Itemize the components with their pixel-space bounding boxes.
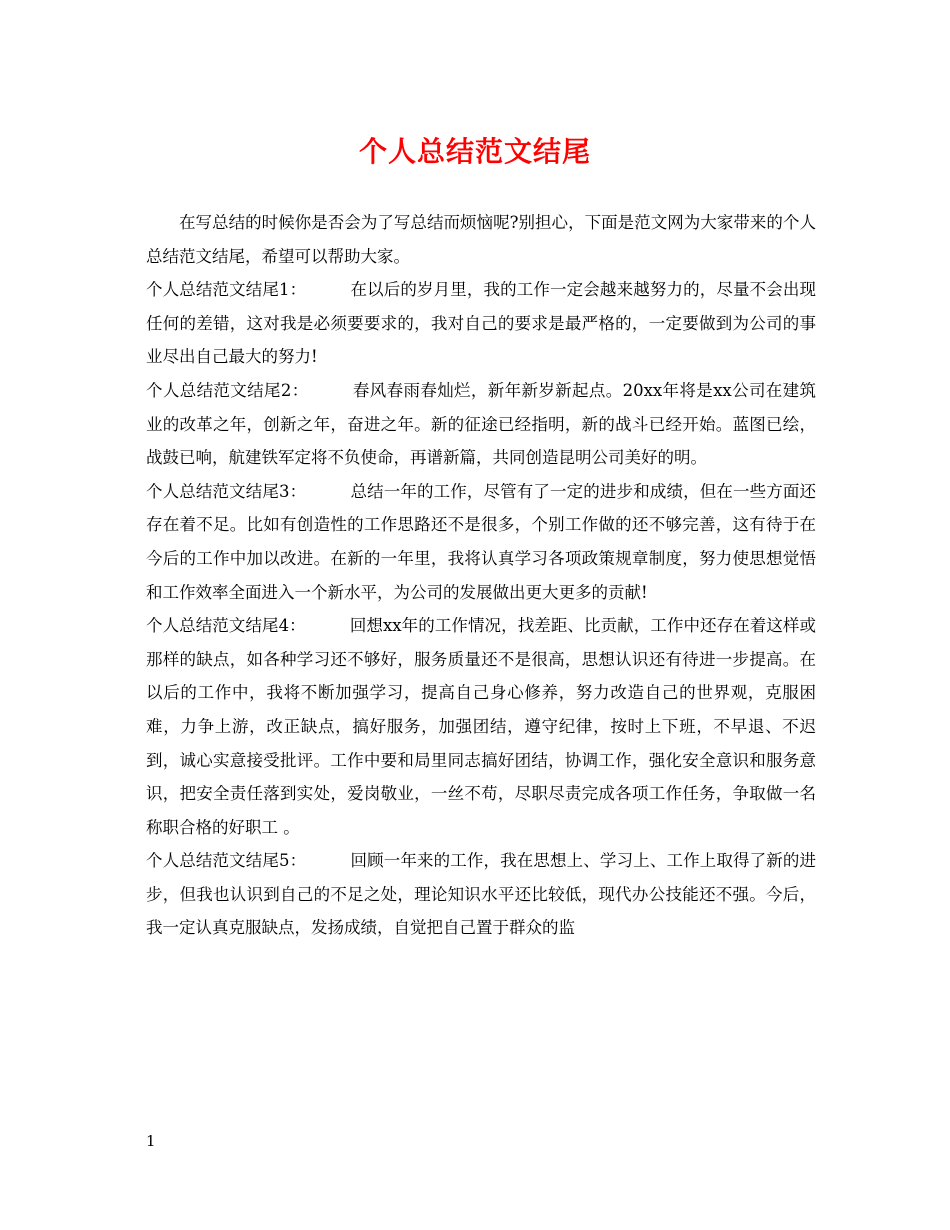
section-label: 个人总结范文结尾1： <box>146 280 307 300</box>
page-number: 1 <box>146 1132 156 1150</box>
section-text: 在以后的岁月里，我的工作一定会越来越努力的，尽量不会出现任何的差错，这对我是必须要要求的，我对自己的要求是最严格的，一定要做到为公司的事业尽出自己最大的努力! <box>146 280 817 367</box>
section-paragraph-2 <box>146 374 816 475</box>
intro-paragraph: 在写总结的时候你是否会为了写总结而烦恼呢?别担心，下面是范文网为大家带来的个人总结范文结尾，希望可以帮助大家。 <box>146 213 816 266</box>
section-paragraph-5 <box>146 844 816 945</box>
document-title: 个人总结范文结尾 <box>358 135 591 168</box>
section-label: 个人总结范文结尾3： <box>146 481 307 501</box>
section-paragraph-3 <box>146 475 816 609</box>
section-label: 个人总结范文结尾5： <box>146 851 307 871</box>
section-text: 回顾一年来的工作，我在思想上、学习上、工作上取得了新的进步，但我也认识到自己的不足之处，理论知识水平还比较低，现代办公技能还不强。今后，我一定认真克服缺点，发扬成绩，自觉把自己置于群众的监 <box>146 851 817 938</box>
document-body <box>146 206 816 945</box>
section-paragraph-1 <box>146 273 816 374</box>
section-text: 回想xx年的工作情况，找差距、比贡献，工作中还存在着这样或那样的缺点，如各种学习还不够好，服务质量还不是很高，思想认识还有待进一步提高。在以后的工作中，我将不断加强学习，提高自己身心修养，努力改造自己的世界观，克服困难，力争上游，改正缺点，搞好服务，加强团结，遵守纪律，按时上下班，不早退、不迟到，诚心实意接受批评。工作中要和局里同志搞好团结，协调工作，强化安全意识和服务意识，把安全责任落到实处，爱岗敬业，一丝不苟，尽职尽责完成各项工作任务，争取做一名称职合格的好职工 。 <box>146 616 816 837</box>
section-label: 个人总结范文结尾2： <box>146 380 309 400</box>
section-text: 总结一年的工作，尽管有了一定的进步和成绩，但在一些方面还存在着不足。比如有创造性的工作思路还不是很多，个别工作做的还不够完善，这有待于在今后的工作中加以改进。在新的一年里，我将认真学习各项政策规章制度，努力使思想觉悟和工作效率全面进入一个新水平，为公司的发展做出更大更多的贡献! <box>146 481 817 602</box>
section-label: 个人总结范文结尾4： <box>146 616 306 636</box>
section-paragraph-4 <box>146 609 816 844</box>
section-text: 春风春雨春灿烂，新年新岁新起点。20xx年将是xx公司在建筑业的改革之年，创新之年，奋进之年。新的征途已经指明，新的战斗已经开始。蓝图已绘，战鼓已响，航建铁军定将不负使命，再谱新篇，共同创造昆明公司美好的明。 <box>146 380 817 468</box>
